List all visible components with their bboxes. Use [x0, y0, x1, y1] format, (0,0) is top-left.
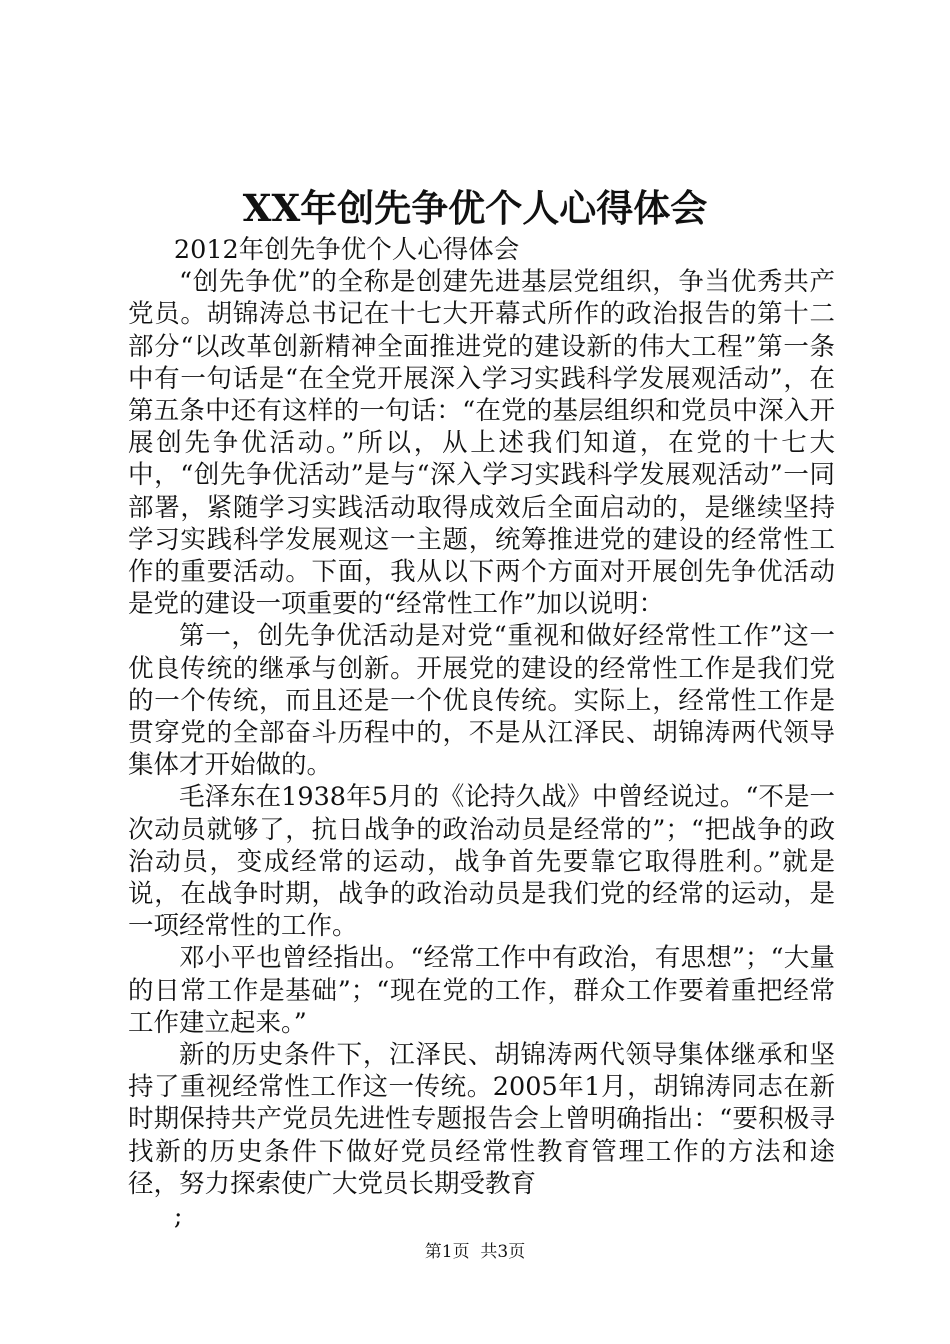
- paragraph-deng: 邓小平也曾经指出。“经常工作中有政治，有思想”；“大量的日常工作是基础”；“现在党的工作，群众工作要着重把经常工作建立起来。”: [128, 943, 835, 1038]
- subtitle-paragraph: 2012年创先争优个人心得体会: [173, 235, 520, 265]
- paragraph-semicolon: ;: [173, 1201, 183, 1232]
- document-title: XX年创先争优个人心得体会: [242, 186, 708, 230]
- paragraph-first-point: 第一，创先争优活动是对党“重视和做好经常性工作”这一优良传统的继承与创新。开展党的建设的经常性工作是我们党的一个传统，而且还是一个优良传统。实际上，经常性工作是贯穿党的全部奋斗历程中的，不是从江泽民、胡锦涛两代领导集体才开始做的。: [128, 621, 835, 781]
- paragraph-new-era: 新的历史条件下，江泽民、胡锦涛两代领导集体继承和坚持了重视经常性工作这一传统。2005年1月，胡锦涛同志在新时期保持共产党员先进性专题报告会上曾明确指出：“要积极寻找新的历史条件下做好党员经常性教育管理工作的方法和途径，努力探索使广大党员长期受教育: [128, 1040, 835, 1199]
- page-footer: [0, 1240, 950, 1264]
- paragraph-intro: “创先争优”的全称是创建先进基层党组织，争当优秀共产党员。胡锦涛总书记在十七大开幕式所作的政治报告的第十二部分“以改革创新精神全面推进党的建设新的伟大工程”第一条中有一句话是“在全党开展深入学习实践科学发展观活动”，在第五条中还有这样的一句话：“在党的基层组织和党员中深入开展创先争优活动。”所以，从上述我们知道，在党的十七大中，“创先争优活动”是与“深入学习实践科学发展观活动”一同部署，紧随学习实践活动取得成效后全面启动的，是继续坚持学习实践科学发展观这一主题，统筹推进党的建设的经常性工作的重要活动。下面，我从以下两个方面对开展创先争优活动是党的建设一项重要的“经常性工作”加以说明：: [128, 267, 835, 620]
- document-body: [128, 234, 835, 1232]
- page-number-label: 第1页 共3页: [424, 1242, 526, 1262]
- paragraph-mao: 毛泽东在1938年5月的《论持久战》中曾经说过。“不是一次动员就够了，抗日战争的政治动员是经常的”；“把战争的政治动员，变成经常的运动，战争首先要靠它取得胜利。”就是说，在战争时期，战争的政治动员是我们党的经常的运动，是一项经常性的工作。: [128, 782, 835, 942]
